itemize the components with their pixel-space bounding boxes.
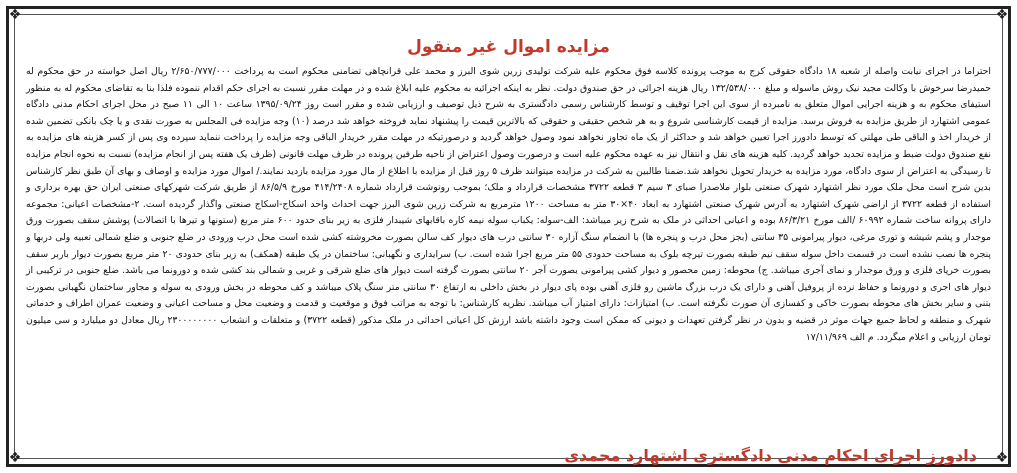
notice-body: احتراما در اجرای نیابت واصله از شعبه ۱۸ دادگاه حقوقی کرج به موجب پرونده کلاسه فوق محکوم علیه شرکت تولیدی زرین شوی البرز و محمد علی قرانچاهی تضامنی محکوم است به پرداخت ۲/۶۵۰/۷۷۷/۰۰۰ ریال اصل خواسته در حق محکوم له حمیدرضا سرخوش با وکالت مجید نیک روش ماسوله و مبلغ ۱۳۲/۵۳۸/۰۰۰ ریال هزینه اجرائی در حق صندوق دولت. نظر به اینکه اجرائیه به محکوم علیه ابلاغ شده و در مهلت مقرر نسبت به اجرای حکم اقدام ننموده فلذا بنا به تقاضای محکوم له به منظور استیفای محکوم به و هزینه اجرایی اموال متعلق به نامبرده از سوی این اجرا توقیف و توسط کارشناس رسمی دادگستری به شرح ذیل توصیف و ارزیابی شده و مقرر است روز ۱۳۹۵/۰۹/۲۴ ساعت ۱۰ الی ۱۱ صبح در محل اجرای احکام مدنی دادگاه عمومی اشتهارد از طریق مزایده به فروش برسد. مزایده از قیمت کارشناسی شروع و به هر شخص حقیقی و حقوقی که بالاترین قیمت را پیشنهاد نماید فروخته خواهد شد درصد (۱۰) وجه مزایده فی المجلس به صورت نقدی و یا چک بانکی تضمین شده از خریدار اخذ و الباقی طی مهلتی که توسط دادورز اجرا تعیین خواهد شد و حداکثر از یک ماه تجاوز نخواهد نمود وصول خواهد گردید و درصورتیکه در مهلت مقرر خریدار الباقی وجه مزایده را پرداخت ننماید سپرده وی پس از کسر هزینه های مزایده به نفع صندوق دولت ضبط و مزایده تجدید خواهد گردید. کلیه هزینه های نقل و انتقال نیز به عهده محکوم علیه است و درصورت وصول اعتراض از ناحیه طرفین پرونده در ظرف مهلت قانونی (ظرف یک هفته پس از انجام مزایده) نسبت به نحوه انجام مزایده تا رسیدگی به اعتراض از سوی دادگاه، مورد مزایده به خریدار تحویل نخواهد شد.ضمنا طالبین به شرکت در مزایده میتوانند ظرف ۵ روز قبل از مزایده با اطلاع از مال مورد مزایده بازدید نمایند./ اموال مورد مزایده و اوصاف و بهای آن طبق نظر کارشناس بدین شرح است محل ملک مورد نظر اشتهارد شهرک صنعتی بلوار ملاصدرا صبای ۳ سیم ۳ قطعه ۳۷۲۲ مشخصات قرارداد و ملک؛ بموجب رونوشت قرارداد شماره ۴۱۴/۲۴۰۸ مورخ ۸۶/۵/۹ از طریق شرکت شهرکهای صنعتی ایران حق بهره برداری و استفاده از قطعه ۳۷۲۲ از اراضی شهرک اشتهارد به آدرس شهرک صنعتی اشتهارد به ابعاد ۴۰×۳۰ متر به مساحت ۱۲۰۰ مترمربع به شرکت زرین شوی البرز جهت احداث واحد اسکاج-اسکاج صنعتی واگذار گردیده است. ۲-مشخصات اعیانی: مجموعه دارای پروانه ساخت شماره ۶۰۹۹۲ /الف مورخ ۸۶/۳/۲۱ بوده و اعیانی احداثی در ملک به شرح زیر میباشد: الف-سوله: یکباب سوله نیمه کاره باقابهای شیبدار فلزی به زیر بنای حدود ۶۰۰ متر مربع (ستونها و تیرها با اتصالات) پوشش سقف بصورت ورق موجدار و پشم شیشه و توری مرغی، دیوار پیرامونی ۳۵ سانتی (بجز محل درب و پنجره ها) با انضمام سنگ آزاره ۳۰ سانتی درب های دیوار کف سالن بصورت مخروشته کشی شده است محل درب ورودی در ضلع جنوبی و ضلع شمالی تعبیه ولی دربها و پنجره ها نصب نشده است در قسمت داخل سوله سقف نیم طبقه بصورت تیرچه بلوک به مساحت حدودی ۵۵ متر مربع اجرا شده است. ب) سرایداری و نگهبانی: ساختمان در یک طبقه (همکف) به زیر بنای حدودی ۲۰ متر مربع بصورت دیوار باربر سقف بصورت خرپای فلزی و ورق موجدار و نمای آجری میباشد. ج) محوطه: زمین محصور و دیوار کشی پیرامونی بصورت آجر ۲۰ سانتی بصورت گرفته است دیوار های ضلع شرقی و غربی و شمالی بند کشی شده و دورونما می باشد. ضلع جنوبی در ترکیبی از دیوار های اجری و دورونما و حفاظ نرده از پروفیل آهنی و دارای یک درب بزرگ ماشین رو فلزی آهنی بوده پای دیوار در بخش داخلی به ارتفاع ۳۰ سانتی متر سنگ پلاک میباشد و کف محوطه در بخش ورودی به سوله و مجاور ساختمان نگهبانی بصورت بتنی و سایر بخش های محوطه بصورت خاکی و کفسازی آن صورت نگرفته است. ب) امتیازات: دارای امتیاز آب میباشد. نظریه کارشناس: با توجه به مراتب فوق و موقعیت و قدمت و وضعیت محل و مساحت اعیانی و وضعیت عمران اطراف و خدماتی شهرک و منطقه و لحاظ جمیع جهات موثر در قضیه و بدون در نظر گرفتن تعهدات و دیونی که ممکن است وجود داشته باشد ارزش کل اعیانی احداثی در ملک مذکور (قطعه ۳۷۲۲) و متعلقات و انشعاب ۲۳۰۰۰۰۰۰۰۰ ریال معادل دو میلیارد و سی میلیون تومان ارزیابی و اعلام میگردد. م الف ۱۷/۱۱/۹۶۹ [26, 66, 992, 343]
corner-ornament-icon: ❖ [995, 450, 1009, 466]
corner-ornament-icon: ❖ [8, 450, 22, 466]
notice-signature: دادورز اجرای احکام مدنی دادگستری اشتهارد محمدی [564, 446, 977, 465]
notice-content [26, 26, 991, 453]
notice-title: مزایده اموال غیر منقول [407, 37, 610, 57]
corner-ornament-icon: ❖ [8, 7, 22, 23]
corner-ornament-icon: ❖ [995, 7, 1009, 23]
